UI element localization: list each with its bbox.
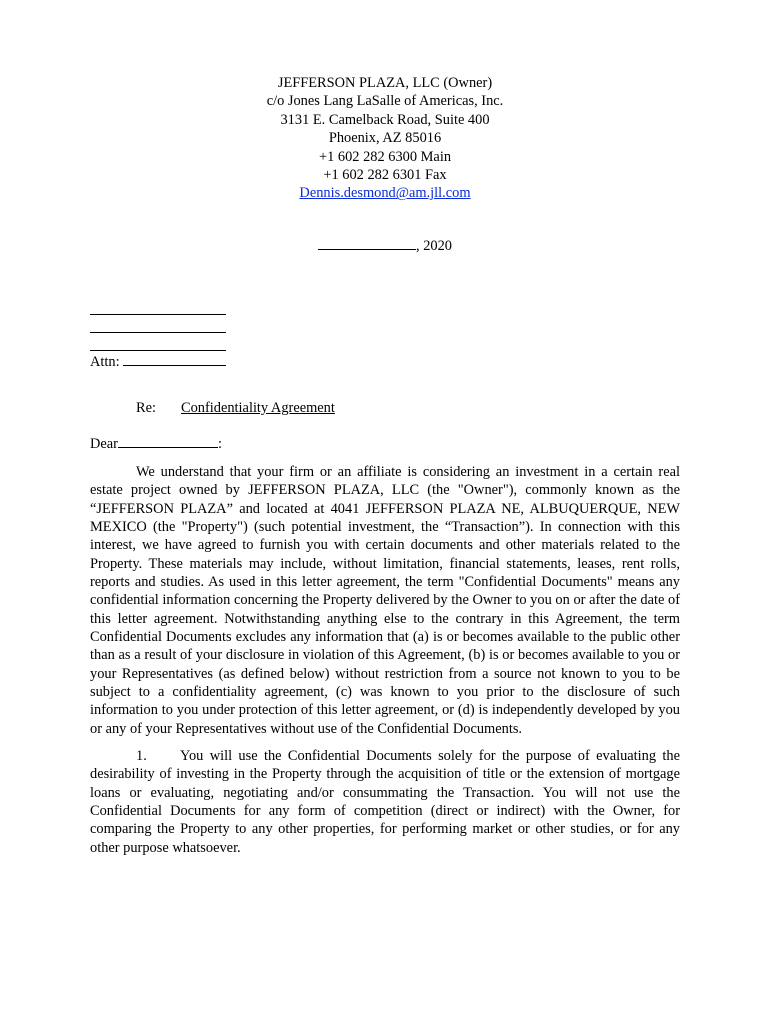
salutation-prefix: Dear bbox=[90, 435, 118, 452]
attn-label: Attn: bbox=[90, 353, 120, 370]
letterhead bbox=[90, 74, 680, 203]
letter-page bbox=[90, 74, 680, 857]
date-year: , 2020 bbox=[416, 237, 452, 254]
intro-paragraph: We understand that your firm or an affiliate is considering an investment in a certain real estate project owned by JEFFERSON PLAZA, LLC (the "Owner"), commonly known as the “JEFFERSON PLAZA” and located at 4041 JEFFERSON PLAZA NE, ALBUQUERQUE, NEW MEXICO (the "Property") (such potential investment, the “Transaction”). In connection with this interest, we have agreed to furnish you with certain documents and other materials related to the Property. These materials may include, without limitation, financial statements, leases, rent rolls, reports and studies. As used in this letter agreement, the term "Confidential Documents" means any confidential information concerning the Property delivered by the Owner to you on or after the date of this letter agreement. Notwithstanding anything else to the contrary in this Agreement, the term Confidential Documents excludes any information that (a) is or becomes available to the public other than as a result of your disclosure in violation of this Agreement, (b) is or becomes available to you or your Representatives (as defined below) without restriction from a source not known to you to be subject to a confidentiality agreement, (c) was known to you prior to the disclosure of such information to you under protection of this letter agreement, or (d) is independently developed by you or any of your Representatives without use of the Confidential Documents. bbox=[90, 463, 680, 737]
city-state-zip: Phoenix, AZ 85016 bbox=[328, 130, 442, 147]
fax-number: +1 602 282 6301 Fax bbox=[323, 167, 447, 184]
date-line bbox=[90, 235, 680, 255]
re-subject: Confidentiality Agreement bbox=[181, 399, 335, 416]
recipient-blank-line bbox=[90, 297, 226, 315]
paragraph-number: 1. bbox=[136, 748, 147, 764]
attn-blank bbox=[123, 351, 226, 366]
numbered-paragraph-1 bbox=[90, 747, 680, 857]
subject-line bbox=[90, 399, 680, 417]
date-blank bbox=[318, 235, 416, 250]
recipient-blank-line bbox=[90, 333, 226, 351]
email-link[interactable]: Dennis.desmond@am.jll.com bbox=[299, 185, 471, 202]
care-of-line: c/o Jones Lang LaSalle of Americas, Inc. bbox=[266, 93, 504, 110]
re-label: Re: bbox=[136, 399, 156, 416]
attn-line bbox=[90, 351, 680, 369]
salutation-blank bbox=[118, 433, 218, 448]
salutation bbox=[90, 433, 680, 453]
salutation-suffix: : bbox=[217, 435, 222, 452]
owner-name: JEFFERSON PLAZA, LLC (Owner) bbox=[277, 75, 493, 91]
recipient-blank-line bbox=[90, 315, 226, 333]
phone-number: +1 602 282 6300 Main bbox=[318, 148, 452, 165]
paragraph-text: You will use the Confidential Documents solely for the purpose of evaluating the desirability of investing in the Property through the acquisition of title or the extension of mortgage loans or evaluating, negotiating and/or consummating the Transaction. You will not use the Confidential Documents for any form of competition (direct or indirect) with the Owner, for comparing the Property to any other properties, for performing market or other studies, or for any other purpose whatsoever. bbox=[90, 748, 680, 856]
recipient-address-block bbox=[90, 297, 680, 369]
street-address: 3131 E. Camelback Road, Suite 400 bbox=[280, 111, 490, 128]
